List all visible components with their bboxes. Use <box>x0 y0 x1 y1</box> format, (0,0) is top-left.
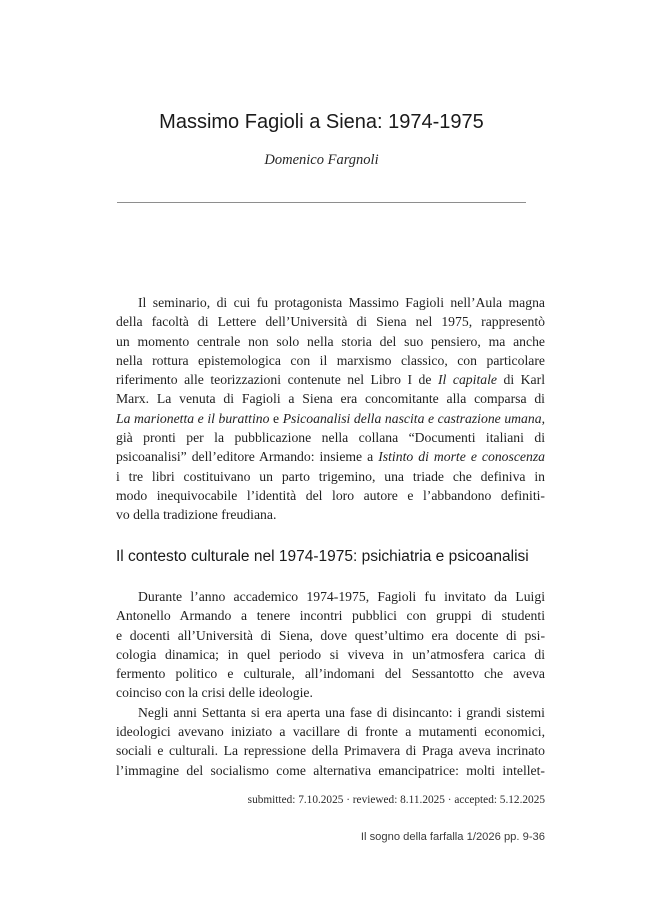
text-line <box>116 703 545 722</box>
text-line <box>116 606 545 625</box>
text-segment: Il seminario, di cui fu protagonista Massimo Fagioli nell’Aula magna <box>138 295 545 310</box>
section-heading: Il contesto culturale nel 1974-1975: psichiatria e psicoanalisi <box>116 548 529 565</box>
intro-text <box>116 293 545 525</box>
text-segment: coinciso con la crisi delle ideologie. <box>116 685 313 701</box>
text-segment: modo inequivocabile l’identità del loro autore e l’abbandono definiti- <box>116 487 545 503</box>
text-line <box>116 370 545 389</box>
text-segment: Antonello Armando a tenere incontri pubblici con gruppi di studenti <box>116 608 545 624</box>
text-segment: i tre libri costituivano un parto trigemino, una triade che definiva in <box>116 468 545 484</box>
text-line <box>116 428 545 447</box>
text-segment: l’immagine del socialismo come alternativa emancipatrice: molti intellet- <box>116 762 545 778</box>
article-title: Massimo Fagioli a Siena: 1974-1975 <box>159 111 484 133</box>
text-line <box>116 587 545 606</box>
text-segment: sociali e culturali. La repressione della Primavera di Praga aveva incrinato <box>116 743 545 759</box>
book-title-text: Il capitale <box>438 372 497 388</box>
book-title-text: Istinto di morte e conoscenza <box>378 449 546 465</box>
text-segment: psicoanalisi” dell’editore Armando: insieme a <box>116 449 379 465</box>
text-segment: e docenti all’Università di Siena, dove quest’ultimo era docente di psi- <box>116 627 545 643</box>
text-segment: vo della tradizione freudiana. <box>116 507 277 523</box>
text-line <box>116 741 545 760</box>
text-segment: Negli anni Settanta si era aperta una fase di disincanto: i grandi sistemi <box>138 704 545 720</box>
text-segment: Marx. La venuta di Fagioli a Siena era concomitante alla comparsa di <box>116 391 545 407</box>
text-line <box>116 351 545 370</box>
text-segment: riferimento alle teorizzazioni contenute nel Libro I de <box>116 372 438 388</box>
text-line <box>116 467 545 486</box>
text-line <box>116 761 545 780</box>
text-line <box>116 486 545 505</box>
body-paragraph <box>116 587 545 703</box>
text-line <box>116 683 545 702</box>
book-title-text: Psicoanalisi della nascita e castrazione umana <box>282 410 542 426</box>
text-line <box>116 664 545 683</box>
submission-dates: submitted: 7.10.2025 · reviewed: 8.11.2025 · accepted: 5.12.2025 <box>247 794 545 806</box>
text-segment: della facoltà di Lettere dell’Università di Siena nel 1975, rappresentò <box>116 314 545 330</box>
text-segment: nella rottura epistemologica con il marxismo classico, con particolare <box>116 352 545 368</box>
text-segment: già pronti per la pubblicazione nella collana “Documenti italiani di <box>116 430 545 446</box>
text-line <box>116 293 545 312</box>
text-line <box>116 409 545 428</box>
text-segment: un momento centrale non solo nella storia del suo pensiero, ma anche <box>116 333 545 349</box>
text-segment: Durante l’anno accademico 1974-1975, Fagioli fu invitato da Luigi <box>138 589 545 604</box>
text-segment: di Karl <box>496 372 545 388</box>
text-line <box>116 389 545 408</box>
text-line <box>116 626 545 645</box>
journal-citation: Il sogno della farfalla 1/2026 pp. 9-36 <box>360 831 545 843</box>
book-title-text: La marionetta e il burattino <box>116 410 270 426</box>
text-line <box>116 312 545 331</box>
text-line <box>116 332 545 351</box>
text-line <box>116 722 545 741</box>
text-line <box>116 645 545 664</box>
text-segment: e <box>269 410 283 426</box>
article-header <box>117 0 526 210</box>
text-line <box>116 447 545 466</box>
intro-paragraph <box>116 293 545 525</box>
text-segment: ideologici avevano iniziato a vacillare di fronte a mutamenti economici, <box>116 724 545 740</box>
text-segment: cologia dinamica; in quel periodo si viveva in un’atmosfera carica di <box>116 646 545 662</box>
text-line <box>116 505 545 524</box>
text-segment: , <box>541 410 545 426</box>
author-name: Domenico Fargnoli <box>264 152 379 168</box>
body-paragraph <box>116 703 545 780</box>
text-segment: fermento politico e culturale, all’indomani del Sessantotto che aveva <box>116 666 545 682</box>
section-body <box>116 587 545 780</box>
title-divider <box>117 202 526 203</box>
